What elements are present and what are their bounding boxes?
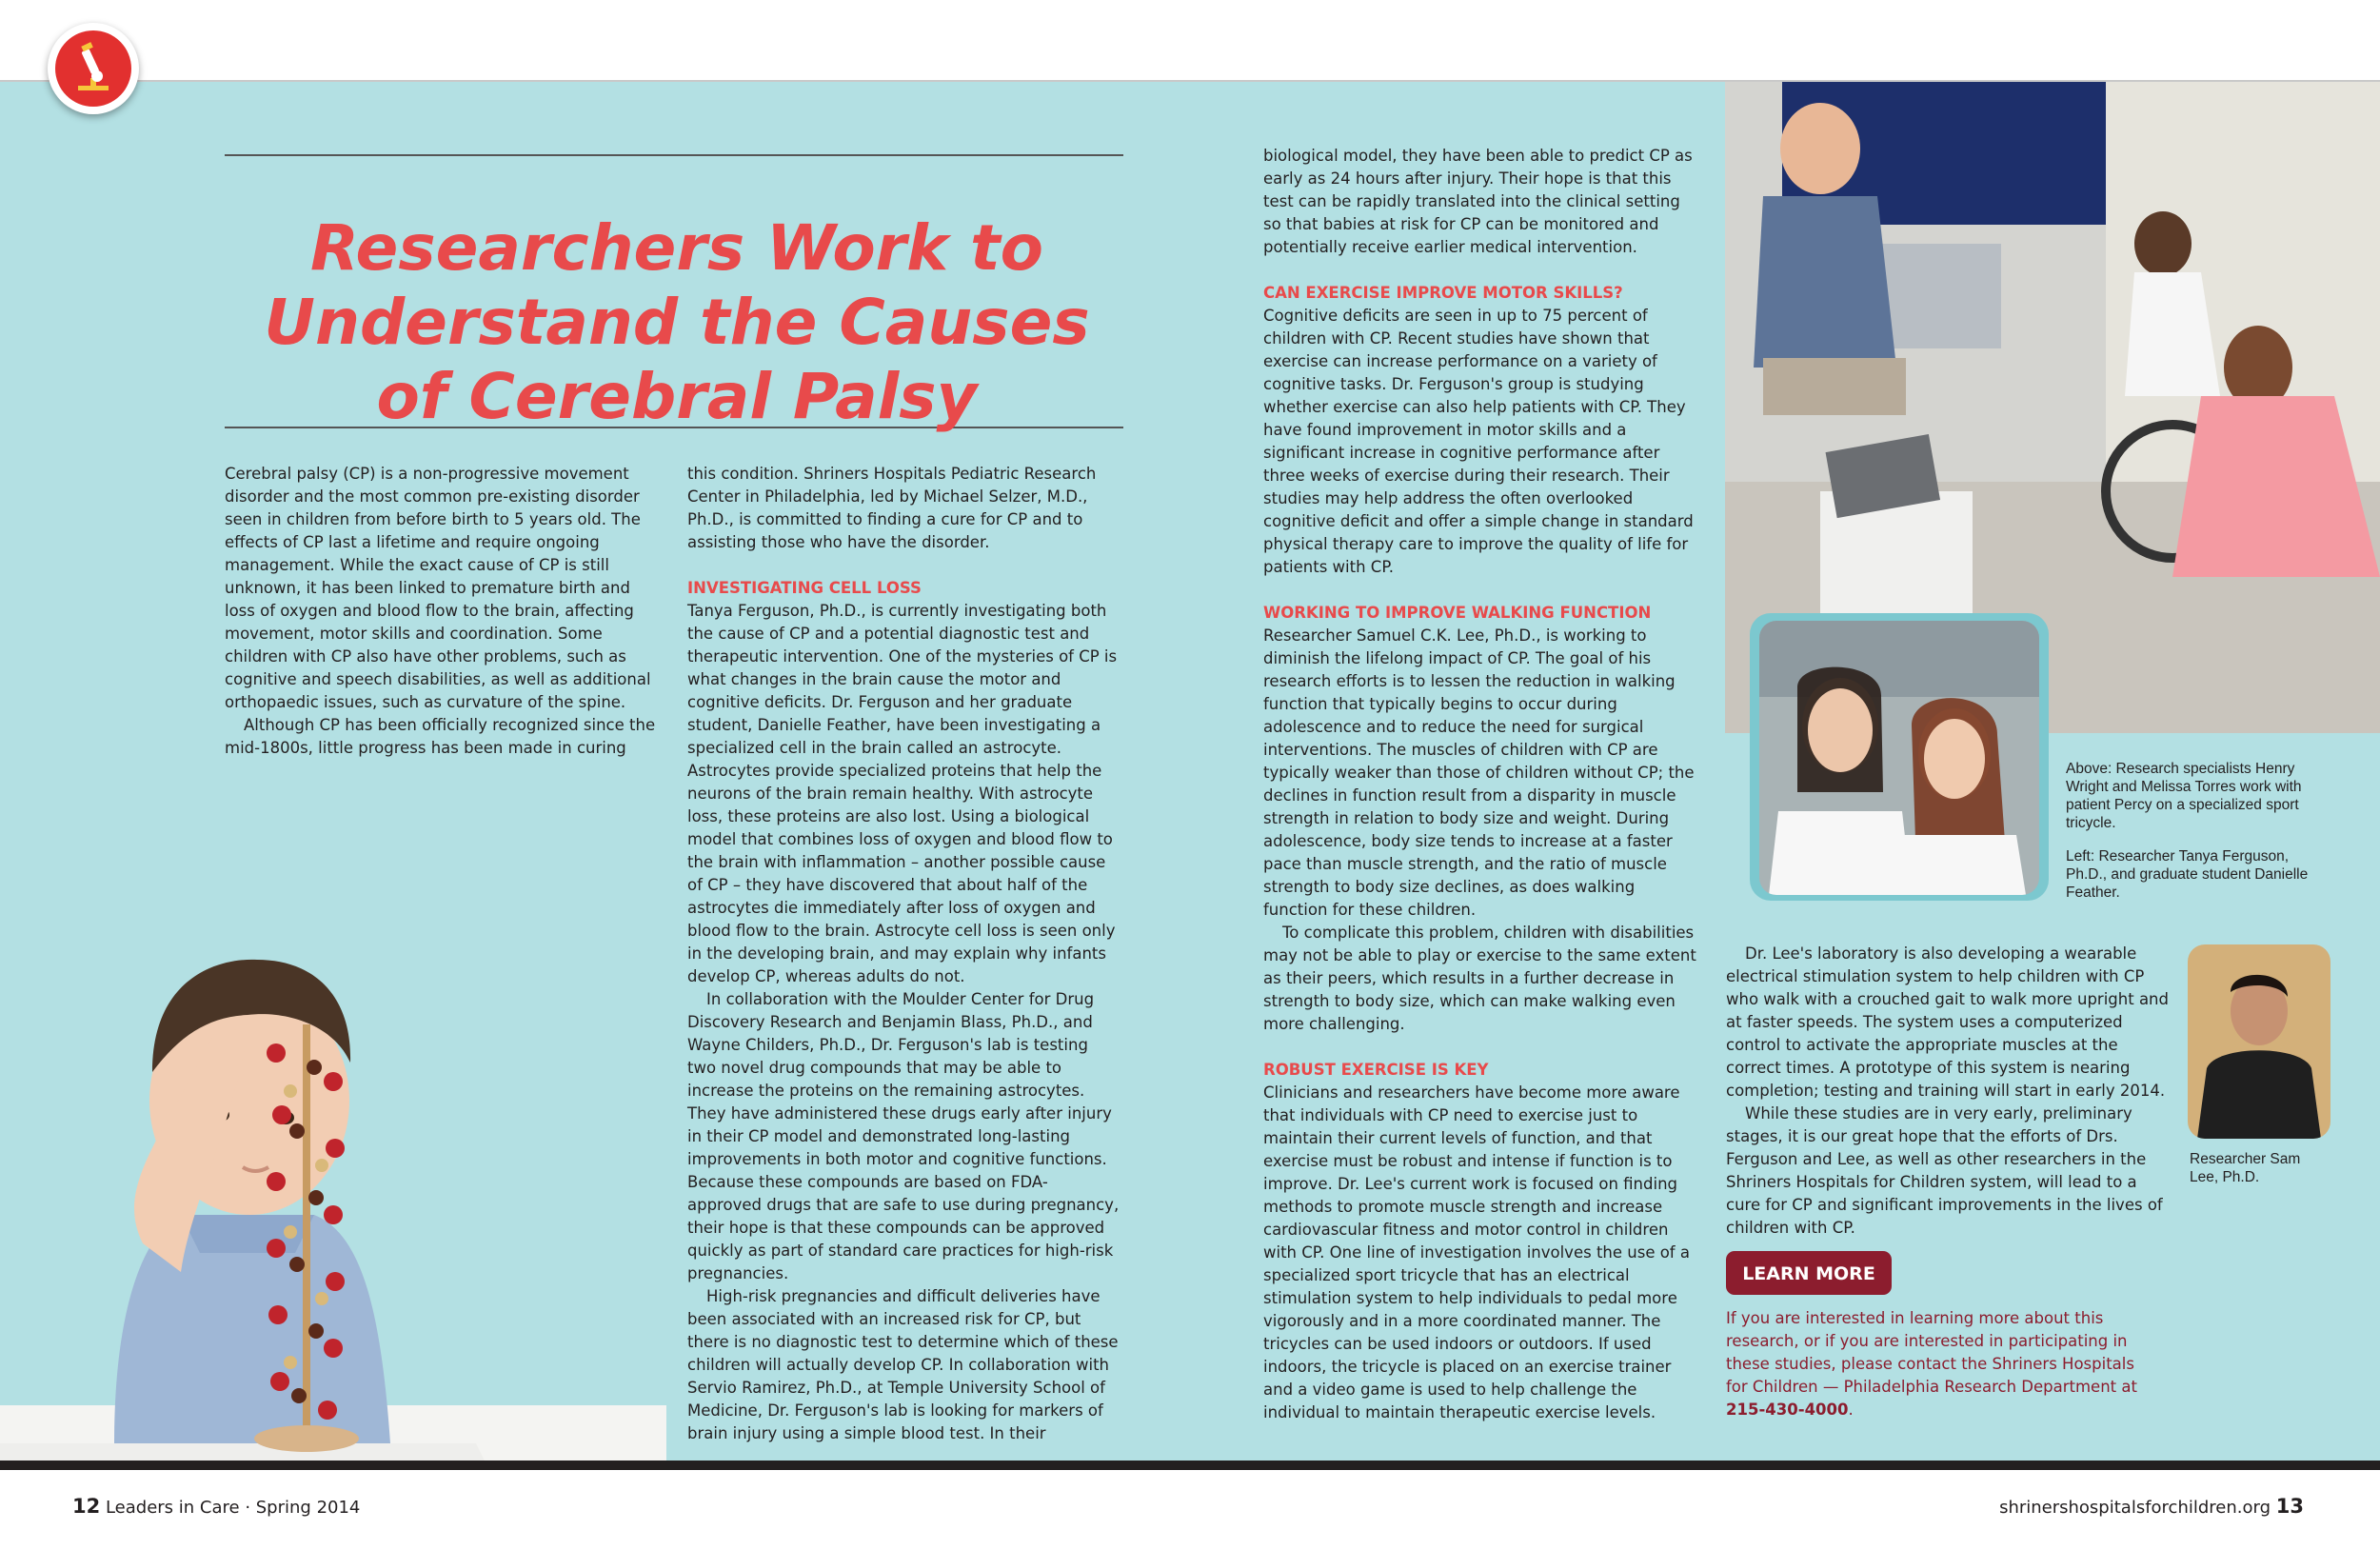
col1-paragraph-1: Cerebral palsy (CP) is a non-progressive movement disorder and the most common pre-existing disorder seen in children from before birth to 5 years old. The effects of CP last a lifetime and require ongoing management. While the exact cause of CP is still unknown, it has been linked to premature birth and loss of oxygen and blood flow to the brain, affecting movement, motor skills and coordination. Some children with CP also have other problems, such as cognitive and speech disabilities, as well as additional orthopaedic issues, such as curvature of the spine.	[225, 465, 651, 711]
col2-paragraph-2: In collaboration with the Moulder Center for Drug Discovery Research and Benjamin Blass, Ph.D., and Wayne Childers, Ph.D., Dr. Ferguson's lab is testing two novel drug compounds that may be able to increase the proteins on the remaining astrocytes. They have administered these drugs early after injury in their CP model and demonstrated long-lasting improvements in both motor and cognitive functions. Because these compounds are based on FDA-approved drugs that are safe to use during pregnancy, their hope is that these compounds can be approved quickly as part of standard care practices for high-risk pregnancies.	[687, 990, 1120, 1282]
col4-paragraph-1: Dr. Lee's laboratory is also developing a wearable electrical stimulation system to help children with CP who walk with a crouched gait to walk more upright and at faster speeds. The system uses a computerized control to activate the appropriate muscles at the correct times. A prototype of this system is nearing completion; testing and training will start in early 2014.	[1726, 944, 2169, 1100]
bottom-strip	[0, 1461, 2380, 1470]
col2-paragraph-3: High-risk pregnancies and difficult deliveries have been associated with an increased risk for CP, but there is no diagnostic test to determine which of these children will actually develop CP. In collaboration with Servio Ramirez, Ph.D., at Temple University School of Medicine, Dr. Ferguson's lab is looking for markers of brain injury using a simple blood test. In their	[687, 1287, 1119, 1442]
col3-paragraph-2: Researcher Samuel C.K. Lee, Ph.D., is working to diminish the lifelong impact of CP. The goal of his research efforts is to lessen the reduction in walking function that typically begins to occur during adolescence and to reduce the need for surgical interventions. The muscles of children with CP are typically weaker than those of children without CP; the declines in function result from a disparity in muscle strength in relation to body size and weight. During adolescence, body size tends to increase at a faster pace than muscle strength, and the ratio of muscle strength to body size declines, as does walking function for these children.	[1263, 626, 1695, 919]
col3-paragraph-1: Cognitive deficits are seen in up to 75 percent of children with CP. Recent studies have shown that exercise can increase performance on a variety of cognitive tasks. Dr. Ferguson's group is studying whether exercise can also help patients with CP. They have found improvement in motor skills and a significant increase in cognitive performance after three weeks of exercise during their research. Their studies may help address the often overlooked cognitive deficit and offer a simple change in standard physical therapy care to improve the quality of life for patients with CP.	[1263, 307, 1694, 576]
col3-paragraph-4: Clinicians and researchers have become more aware that individuals with CP need to exercise just to maintain their current levels of function, and that exercise must be robust and intense if function is to improve. Dr. Lee's current work is focused on finding methods to promote muscle strength and increase cardiovascular fitness and motor control in children with CP. One line of investigation involves the use of a specialized sport tricycle that has an electrical stimulation system to help individuals to pedal more vigorously and in a more coordinated manner. The tricycles can be used indoors or outdoors. If used indoors, the tricycle is placed on an exercise trainer and a video game is used to help challenge the individual to maintain therapeutic exercise levels.	[1263, 1083, 1690, 1421]
contact-info	[1726, 1307, 2145, 1421]
column-1	[225, 463, 659, 760]
heading-cell-loss: INVESTIGATING CELL LOSS	[687, 579, 922, 597]
researchers-photo	[1759, 621, 2039, 895]
page-number-left: 12	[72, 1495, 101, 1518]
col3-paragraph-3: To complicate this problem, children with disabilities may not be able to play or exercise to the same extent as their peers, which results in a further decrease in strength to body size, which can make walking even more challenging.	[1263, 924, 1696, 1033]
sam-lee-portrait	[2188, 944, 2330, 1139]
col2-paragraph-1: Tanya Ferguson, Ph.D., is currently investigating both the cause of CP and a potential diagnostic test and therapeutic intervention. One of the mysteries of CP is what changes in the brain cause the motor and cognitive deficits. Dr. Ferguson and her graduate student, Danielle Feather, have been investigating a specialized cell in the brain called an astrocyte. Astrocytes provide specialized proteins that help the neurons of the brain remain healthy. With astrocyte loss, these proteins are also lost. Using a biological model that combines loss of oxygen and blood flow to the brain with inflammation – another possible cause of CP – they have discovered that about half of the astrocytes die immediately after loss of oxygen and blood flow to the brain. Astrocyte cell loss is seen only in the developing brain, and may explain why infants develop CP, whereas adults do not.	[687, 602, 1118, 985]
caption-above: Above: Research specialists Henry Wright and Melissa Torres work with patient Percy on a specialized sport tricycle.	[2066, 761, 2302, 831]
caption-sam-lee: Researcher Sam Lee, Ph.D.	[2190, 1151, 2301, 1185]
caption-left: Left: Researcher Tanya Ferguson, Ph.D., and graduate student Danielle Feather.	[2066, 848, 2309, 901]
column-4	[1726, 943, 2173, 1240]
microscope-icon	[69, 42, 118, 95]
section-badge	[48, 23, 139, 114]
footer-left	[72, 1495, 360, 1518]
magazine-spread	[0, 82, 2380, 1461]
footer	[0, 1470, 2380, 1550]
page-number-right: 13	[2275, 1495, 2304, 1518]
title-line-1: Researchers Work to	[310, 211, 1043, 286]
col4-paragraph-2: While these studies are in very early, preliminary stages, it is our great hope that the efforts of Drs. Ferguson and Lee, as well as other researchers in the Shriners Hospitals for Children system, will lead to a cure for CP and significant improvements in the lives of children with CP.	[1726, 1104, 2163, 1237]
badge-circle	[55, 30, 131, 107]
top-bar	[0, 0, 2380, 82]
column-2	[687, 463, 1121, 1445]
heading-robust: ROBUST EXERCISE IS KEY	[1263, 1061, 1489, 1079]
contact-phone[interactable]: 215-430-4000	[1726, 1401, 1849, 1419]
title-line-3: of Cerebral Palsy	[376, 360, 978, 434]
footer-right	[1999, 1495, 2304, 1518]
contact-text: If you are interested in learning more about this research, or if you are interested in participating in these studies, please contact the Shriners Hospitals for Children — Philadelphia Research Department at	[1726, 1309, 2137, 1396]
col3-intro: biological model, they have been able to predict CP as early as 24 hours after injury. Their hope is that this test can be rapidly translated into the clinical setting so that babies at risk for CP can be monitored and potentially receive earlier medical intervention.	[1263, 147, 1693, 256]
heading-walking: WORKING TO IMPROVE WALKING FUNCTION	[1263, 604, 1652, 622]
article-title	[225, 211, 1129, 434]
column-3	[1263, 145, 1701, 1424]
contact-end: .	[1848, 1401, 1854, 1419]
child-dna-photo	[0, 739, 704, 1461]
heading-exercise: CAN EXERCISE IMPROVE MOTOR SKILLS?	[1263, 284, 1623, 302]
title-top-rule	[225, 154, 1123, 156]
footer-website[interactable]: shrinershospitalsforchildren.org	[1999, 1498, 2271, 1518]
title-line-2: Understand the Causes	[264, 286, 1090, 360]
col1-paragraph-2: Although CP has been officially recognized since the mid-1800s, little progress has been made in curing	[225, 716, 656, 757]
col2-intro: this condition. Shriners Hospitals Pediatric Research Center in Philadelphia, led by Michael Selzer, M.D., Ph.D., is committed to finding a cure for CP and to assisting those who have the disorder.	[687, 465, 1097, 551]
footer-publication: Leaders in Care · Spring 2014	[105, 1498, 361, 1518]
learn-more-button[interactable]: LEARN MORE	[1726, 1251, 1892, 1295]
